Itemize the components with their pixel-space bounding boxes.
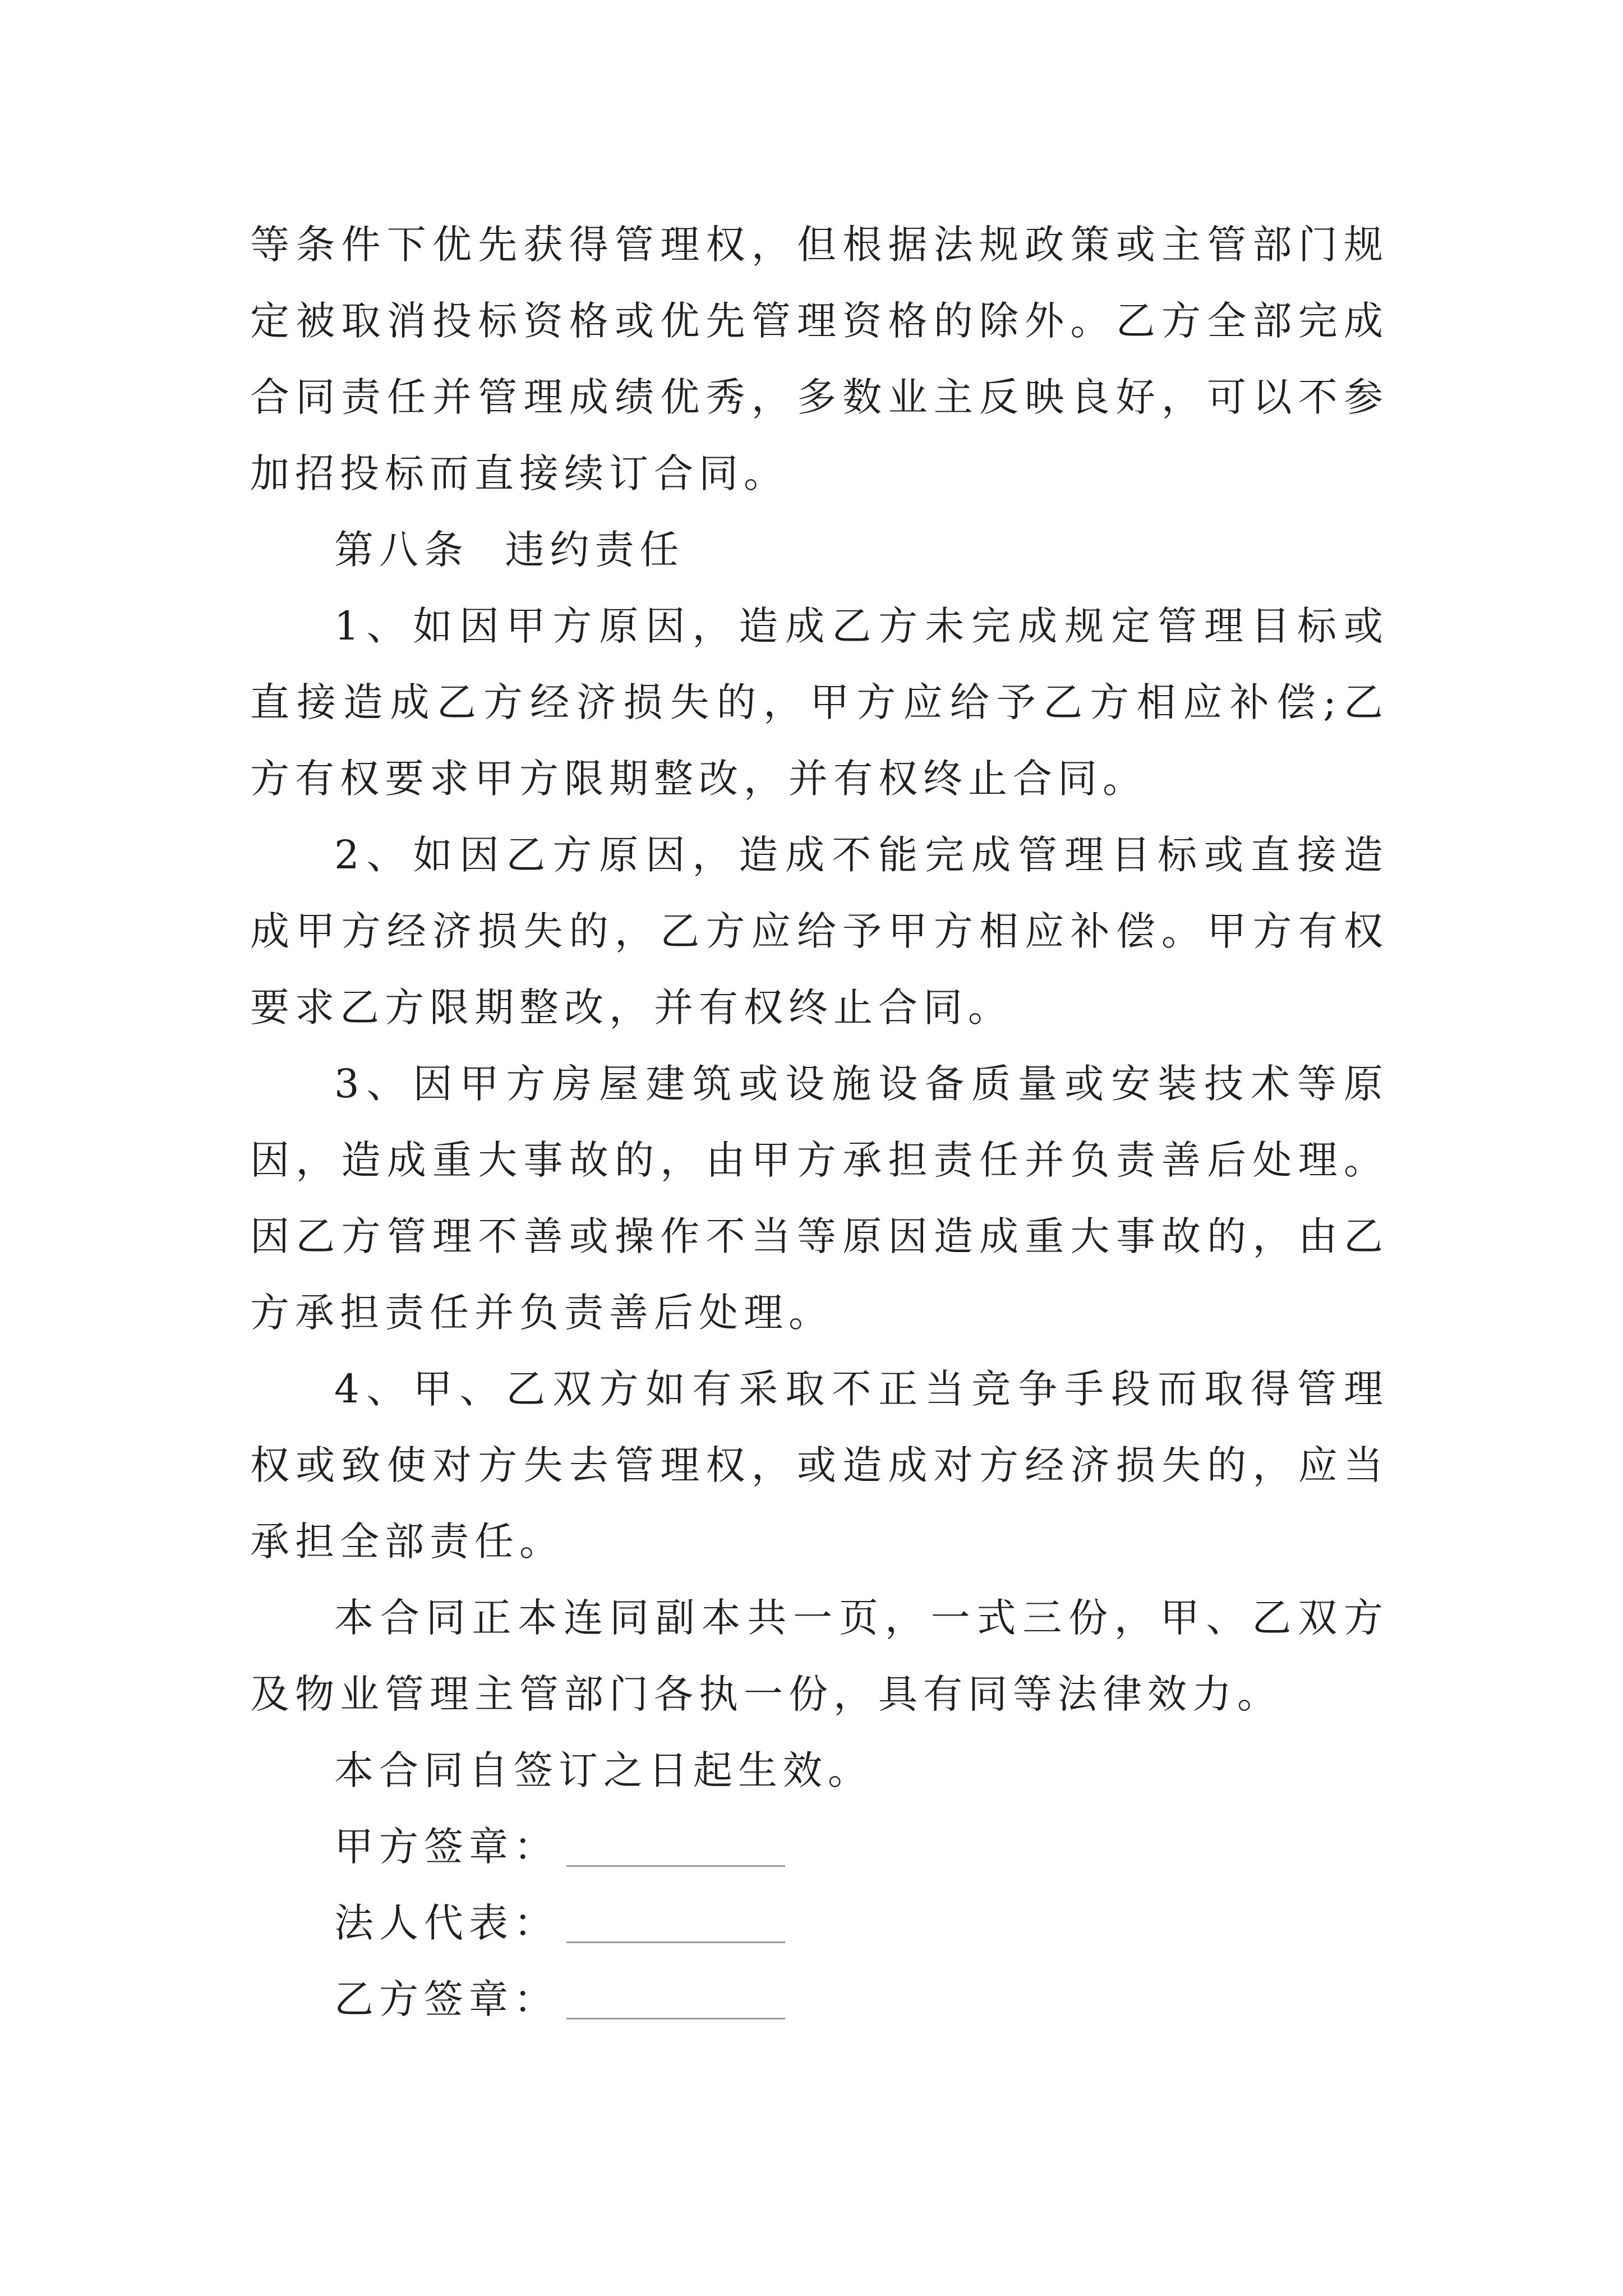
signature-label: 乙方签章： bbox=[334, 1976, 559, 2022]
article-8-heading: 第八条 违约责任 bbox=[334, 527, 685, 573]
copies-paragraph: 本合同正本连同副本共一页，一式三份，甲、乙双方及物业管理主管部门各执一份，具有同等法律效力。 bbox=[250, 1595, 1389, 1717]
signature-blank-line[interactable] bbox=[566, 1865, 785, 1867]
signature-blank-line[interactable] bbox=[566, 1941, 785, 1943]
signature-label: 甲方签章： bbox=[334, 1824, 559, 1870]
clause-3: 3、因甲方房屋建筑或设施设备质量或安装技术等原因，造成重大事故的，由甲方承担责任并负责善后处理。因乙方管理不善或操作不当等原因造成重大事故的，由乙方承担责任并负责善后处理。 bbox=[250, 1061, 1389, 1336]
effective-date-paragraph: 本合同自签订之日起生效。 bbox=[334, 1747, 873, 1793]
document-body bbox=[250, 206, 1389, 2037]
clause-4: 4、甲、乙双方如有采取不正当竞争手段而取得管理权或致使对方失去管理权，或造成对方经济损失的，应当承担全部责任。 bbox=[250, 1366, 1389, 1565]
signature-party-b bbox=[250, 1961, 1389, 2037]
clause-1: 1、如因甲方原因，造成乙方未完成规定管理目标或直接造成乙方经济损失的，甲方应给予乙方相应补偿;乙方有权要求甲方限期整改，并有权终止合同。 bbox=[250, 603, 1389, 802]
signature-blank-line[interactable] bbox=[566, 2018, 785, 2019]
signature-party-a bbox=[250, 1809, 1389, 1885]
paragraph-continuation: 等条件下优先获得管理权，但根据法规政策或主管部门规定被取消投标资格或优先管理资格的除外。乙方全部完成合同责任并管理成绩优秀，多数业主反映良好，可以不参加招投标而直接续订合同。 bbox=[250, 222, 1389, 496]
clause-2: 2、如因乙方原因，造成不能完成管理目标或直接造成甲方经济损失的，乙方应给予甲方相应补偿。甲方有权要求乙方限期整改，并有权终止合同。 bbox=[250, 832, 1389, 1030]
signature-legal-representative bbox=[250, 1885, 1389, 1961]
signature-label: 法人代表： bbox=[334, 1900, 559, 1946]
